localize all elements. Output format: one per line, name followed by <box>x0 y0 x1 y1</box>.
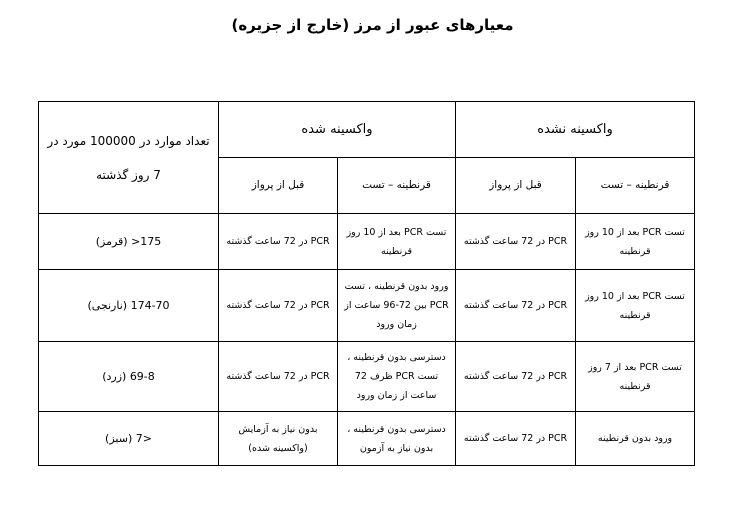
unvaccinated-quarantine-test-cell: تست PCR بعد از 7 روز قرنطینه <box>576 342 695 412</box>
table-row-yellow <box>39 342 695 412</box>
vaccinated-before-flight-cell: بدون نیاز به آزمایش (واکسینه شده) <box>219 412 338 466</box>
vaccinated-quarantine-test-cell: تست PCR بعد از 10 روز قرنطینه <box>338 214 456 270</box>
unvaccinated-quarantine-test-cell: تست PCR بعد از 10 روز قرنطینه <box>576 270 695 342</box>
header-row-groups <box>39 102 695 158</box>
vaccinated-before-flight-header: قبل از پرواز <box>219 158 338 214</box>
category-cell: 175< (قرمز) <box>39 214 219 270</box>
vaccinated-quarantine-test-cell: دسترسی بدون قرنطینه ، تست PCR ظرف 72 ساعت از زمان ورود <box>338 342 456 412</box>
unvaccinated-quarantine-test-cell: تست PCR بعد از 10 روز قرنطینه <box>576 214 695 270</box>
category-cell: 174-70 (نارنجی) <box>39 270 219 342</box>
unvaccinated-before-flight-cell: PCR در 72 ساعت گذشته <box>456 342 576 412</box>
vaccinated-before-flight-cell: PCR در 72 ساعت گذشته <box>219 342 338 412</box>
category-cell: 69-8 (زرد) <box>39 342 219 412</box>
vaccinated-header: واکسینه شده <box>219 102 456 158</box>
page-title: معیارهای عبور از مرز (خارج از جزیره) <box>231 16 514 34</box>
category-cell: <7 (سبز) <box>39 412 219 466</box>
unvaccinated-before-flight-cell: PCR در 72 ساعت گذشته <box>456 214 576 270</box>
unvaccinated-before-flight-cell: PCR در 72 ساعت گذشته <box>456 270 576 342</box>
vaccinated-before-flight-cell: PCR در 72 ساعت گذشته <box>219 214 338 270</box>
cases-header: تعداد موارد در 100000 مورد در 7 روز گذشته <box>39 102 219 214</box>
unvaccinated-quarantine-test-header: قرنطینه – تست <box>576 158 695 214</box>
unvaccinated-header: واکسینه نشده <box>456 102 695 158</box>
table-row-green <box>39 412 695 466</box>
vaccinated-before-flight-cell: PCR در 72 ساعت گذشته <box>219 270 338 342</box>
unvaccinated-quarantine-test-cell: ورود بدون قرنطینه <box>576 412 695 466</box>
vaccinated-quarantine-test-header: قرنطینه – تست <box>338 158 456 214</box>
vaccinated-quarantine-test-cell: دسترسی بدون قرنطینه ، بدون نیاز به آزمون <box>338 412 456 466</box>
vaccinated-quarantine-test-cell: ورود بدون قرنطینه ، تست PCR بین 72-96 ساعت از زمان ورود <box>338 270 456 342</box>
table-row-red <box>39 214 695 270</box>
unvaccinated-before-flight-cell: PCR در 72 ساعت گذشته <box>456 412 576 466</box>
table-row-orange <box>39 270 695 342</box>
unvaccinated-before-flight-header: قبل از پرواز <box>456 158 576 214</box>
border-crossing-criteria-table <box>38 101 695 466</box>
